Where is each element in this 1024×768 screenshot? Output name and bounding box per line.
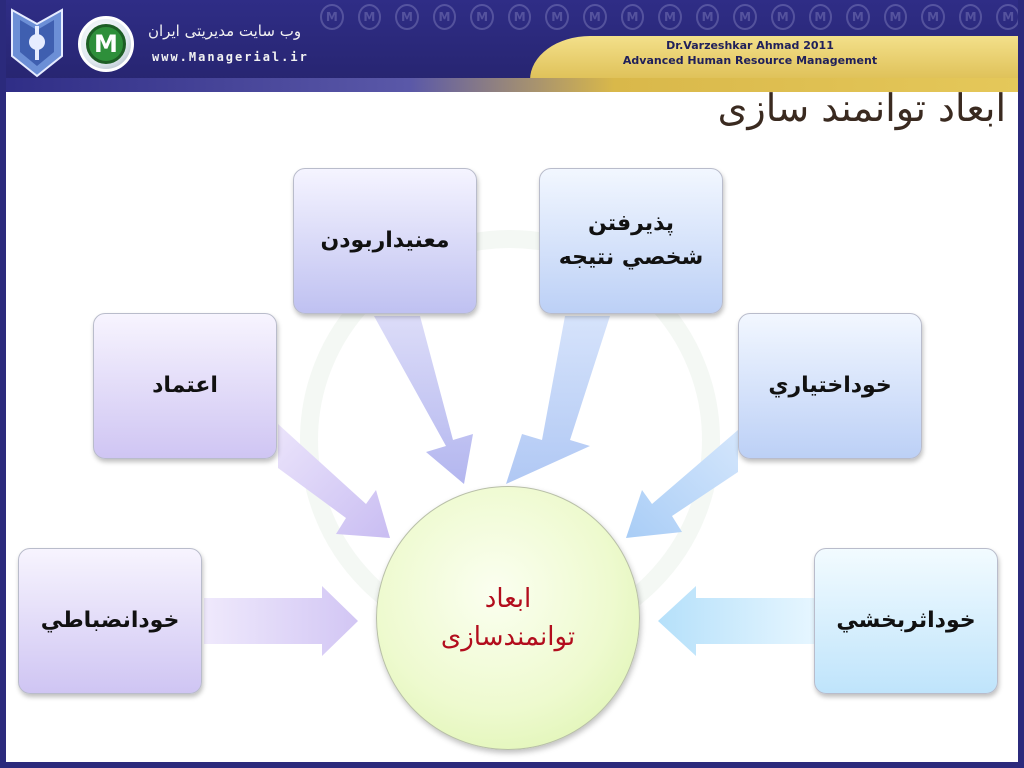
dimension-box-meaningfulness [293,168,477,314]
arrow-bottom-left [204,586,358,656]
dimension-box-self-discipline [18,548,202,694]
box-label: خوداثربخشي [836,608,976,633]
box-label: معنيداربودن [320,228,450,253]
m-logo-letter: M [86,24,126,64]
arrow-top-right [506,316,610,484]
box-label-line-2: شخصي نتيجه [558,245,704,270]
arrow-top-left [374,316,473,484]
arrow-mid-left [278,424,390,538]
box-label-line-1: پذيرفتن [587,211,675,236]
center-label-line-1: ابعاد [484,584,532,614]
site-url: www.Managerial.ir [152,50,309,64]
dimension-box-personal-consequence [539,168,723,314]
center-label [441,580,575,656]
credit-line-2: Advanced Human Resource Management [622,54,878,67]
box-label: خودانضباطي [40,608,180,633]
box-label: اعتماد [152,373,218,398]
dimension-box-self-efficacy [814,548,998,694]
credit-line-1: Dr.Varzeshkar Ahmad 2011 [666,39,834,52]
arrow-mid-right [626,430,738,538]
dimension-box-autonomy [738,313,922,459]
center-label-line-2: توانمندسازی [440,622,576,652]
dimension-box-trust [93,313,277,459]
center-circle [376,486,640,750]
site-name-fa: وب سایت مدیریتی ایران [148,22,302,40]
header-pattern: M M M M M M M M M M M M M M M M M M M [320,4,1020,34]
slide-title: ابعاد توانمند سازی [717,86,1006,130]
arrow-bottom-right [658,586,814,656]
box-label [559,207,704,275]
box-label: خوداختياري [768,373,892,398]
